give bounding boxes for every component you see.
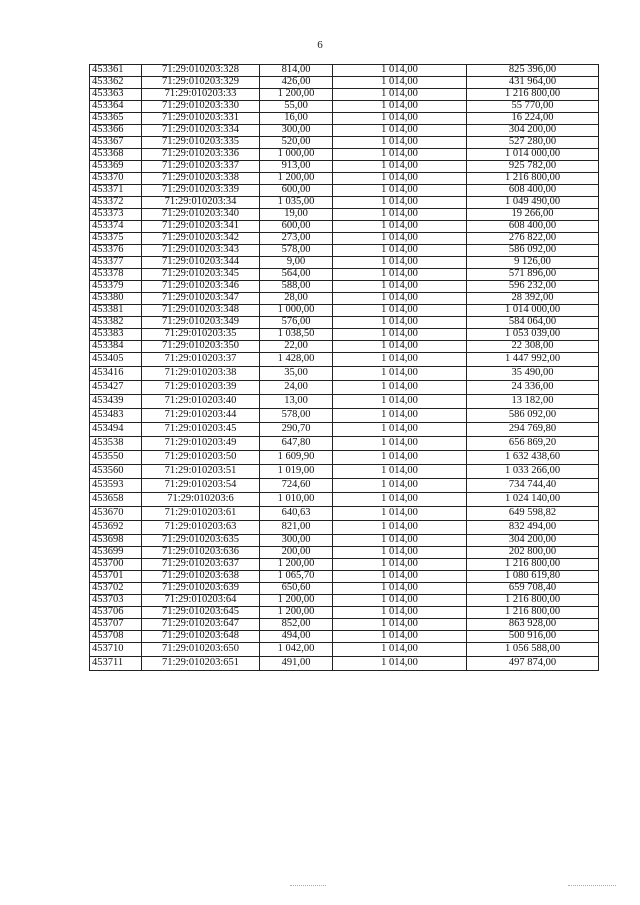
table-row (90, 535, 599, 547)
table-row (90, 65, 599, 77)
specific-value: 1 014,00 (333, 353, 467, 367)
area: 520,00 (260, 137, 333, 149)
row-number: 453368 (90, 149, 142, 161)
specific-value: 1 014,00 (333, 185, 467, 197)
area: 814,00 (260, 65, 333, 77)
area: 588,00 (260, 281, 333, 293)
table-row (90, 221, 599, 233)
specific-value: 1 014,00 (333, 559, 467, 571)
cadastral-number: 71:29:010203:38 (142, 367, 260, 381)
row-number: 453361 (90, 65, 142, 77)
specific-value: 1 014,00 (333, 423, 467, 437)
cadastral-number: 71:29:010203:347 (142, 293, 260, 305)
cadastral-number: 71:29:010203:44 (142, 409, 260, 423)
row-number: 453702 (90, 583, 142, 595)
row-number: 453379 (90, 281, 142, 293)
area: 16,00 (260, 113, 333, 125)
area: 22,00 (260, 341, 333, 353)
area: 1 000,00 (260, 149, 333, 161)
cadastral-number: 71:29:010203:635 (142, 535, 260, 547)
cadastral-number: 71:29:010203:335 (142, 137, 260, 149)
table-row (90, 409, 599, 423)
cadastral-value: 1 216 800,00 (467, 607, 599, 619)
table-row (90, 149, 599, 161)
area: 24,00 (260, 381, 333, 395)
cadastral-number: 71:29:010203:33 (142, 89, 260, 101)
cadastral-number: 71:29:010203:348 (142, 305, 260, 317)
row-number: 453698 (90, 535, 142, 547)
cadastral-value: 24 336,00 (467, 381, 599, 395)
cadastral-number: 71:29:010203:636 (142, 547, 260, 559)
cadastral-number: 71:29:010203:45 (142, 423, 260, 437)
area: 19,00 (260, 209, 333, 221)
table-row (90, 161, 599, 173)
row-number: 453370 (90, 173, 142, 185)
row-number: 453376 (90, 245, 142, 257)
row-number: 453701 (90, 571, 142, 583)
specific-value: 1 014,00 (333, 395, 467, 409)
area: 1 428,00 (260, 353, 333, 367)
cadastral-number: 71:29:010203:331 (142, 113, 260, 125)
specific-value: 1 014,00 (333, 161, 467, 173)
cadastral-number: 71:29:010203:648 (142, 631, 260, 643)
cadastral-number: 71:29:010203:329 (142, 77, 260, 89)
table-row (90, 245, 599, 257)
table-row (90, 113, 599, 125)
specific-value: 1 014,00 (333, 89, 467, 101)
table-row (90, 173, 599, 185)
cadastral-value: 35 490,00 (467, 367, 599, 381)
area: 28,00 (260, 293, 333, 305)
row-number: 453372 (90, 197, 142, 209)
cadastral-value: 649 598,82 (467, 507, 599, 521)
table-row (90, 451, 599, 465)
cadastral-value: 1 447 992,00 (467, 353, 599, 367)
specific-value: 1 014,00 (333, 305, 467, 317)
area: 273,00 (260, 233, 333, 245)
cadastral-value: 202 800,00 (467, 547, 599, 559)
row-number: 453550 (90, 451, 142, 465)
specific-value: 1 014,00 (333, 197, 467, 209)
area: 491,00 (260, 657, 333, 671)
cadastral-value: 294 769,80 (467, 423, 599, 437)
cadastral-value: 1 056 588,00 (467, 643, 599, 657)
area: 9,00 (260, 257, 333, 269)
row-number: 453363 (90, 89, 142, 101)
cadastral-number: 71:29:010203:64 (142, 595, 260, 607)
cadastral-number: 71:29:010203:337 (142, 161, 260, 173)
row-number: 453700 (90, 559, 142, 571)
row-number: 453707 (90, 619, 142, 631)
area: 647,80 (260, 437, 333, 451)
cadastral-value: 13 182,00 (467, 395, 599, 409)
row-number: 453439 (90, 395, 142, 409)
specific-value: 1 014,00 (333, 341, 467, 353)
row-number: 453658 (90, 493, 142, 507)
cadastral-value: 1 024 140,00 (467, 493, 599, 507)
cadastral-number: 71:29:010203:638 (142, 571, 260, 583)
specific-value: 1 014,00 (333, 149, 467, 161)
area: 494,00 (260, 631, 333, 643)
table-row (90, 293, 599, 305)
row-number: 453374 (90, 221, 142, 233)
cadastral-value: 596 232,00 (467, 281, 599, 293)
area: 913,00 (260, 161, 333, 173)
cadastral-value: 19 266,00 (467, 209, 599, 221)
cadastral-number: 71:29:010203:50 (142, 451, 260, 465)
table-row (90, 607, 599, 619)
area: 576,00 (260, 317, 333, 329)
table-row (90, 521, 599, 535)
area: 1 609,90 (260, 451, 333, 465)
table-row (90, 125, 599, 137)
area: 650,60 (260, 583, 333, 595)
cadastral-number: 71:29:010203:650 (142, 643, 260, 657)
table-row (90, 619, 599, 631)
area: 578,00 (260, 409, 333, 423)
specific-value: 1 014,00 (333, 125, 467, 137)
table-row (90, 643, 599, 657)
row-number: 453369 (90, 161, 142, 173)
cadastral-value: 28 392,00 (467, 293, 599, 305)
area: 1 200,00 (260, 559, 333, 571)
specific-value: 1 014,00 (333, 233, 467, 245)
row-number: 453710 (90, 643, 142, 657)
cadastral-number: 71:29:010203:338 (142, 173, 260, 185)
cadastral-value: 1 014 000,00 (467, 305, 599, 317)
area: 1 200,00 (260, 595, 333, 607)
area: 564,00 (260, 269, 333, 281)
cadastral-value: 1 049 490,00 (467, 197, 599, 209)
specific-value: 1 014,00 (333, 293, 467, 305)
table-row (90, 559, 599, 571)
specific-value: 1 014,00 (333, 329, 467, 341)
cadastral-value: 586 092,00 (467, 245, 599, 257)
cadastral-value: 1 216 800,00 (467, 559, 599, 571)
row-number: 453365 (90, 113, 142, 125)
cadastral-value: 571 896,00 (467, 269, 599, 281)
area: 640,63 (260, 507, 333, 521)
row-number: 453560 (90, 465, 142, 479)
cadastral-number: 71:29:010203:51 (142, 465, 260, 479)
specific-value: 1 014,00 (333, 257, 467, 269)
specific-value: 1 014,00 (333, 381, 467, 395)
table-row (90, 583, 599, 595)
scan-artifact (568, 885, 616, 887)
row-number: 453427 (90, 381, 142, 395)
page-number: 6 (317, 39, 323, 51)
area: 1 065,70 (260, 571, 333, 583)
table-row (90, 305, 599, 317)
cadastral-value: 1 632 438,60 (467, 451, 599, 465)
cadastral-number: 71:29:010203:37 (142, 353, 260, 367)
table-row (90, 367, 599, 381)
row-number: 453703 (90, 595, 142, 607)
cadastral-number: 71:29:010203:637 (142, 559, 260, 571)
cadastral-value: 925 782,00 (467, 161, 599, 173)
row-number: 453699 (90, 547, 142, 559)
table-row (90, 317, 599, 329)
cadastral-value: 527 280,00 (467, 137, 599, 149)
row-number: 453381 (90, 305, 142, 317)
table-row (90, 395, 599, 409)
cadastral-number: 71:29:010203:54 (142, 479, 260, 493)
row-number: 453366 (90, 125, 142, 137)
specific-value: 1 014,00 (333, 77, 467, 89)
cadastral-value: 497 874,00 (467, 657, 599, 671)
area: 426,00 (260, 77, 333, 89)
specific-value: 1 014,00 (333, 595, 467, 607)
specific-value: 1 014,00 (333, 65, 467, 77)
cadastral-number: 71:29:010203:343 (142, 245, 260, 257)
cadastral-value: 608 400,00 (467, 221, 599, 233)
area: 300,00 (260, 125, 333, 137)
specific-value: 1 014,00 (333, 583, 467, 595)
table-row (90, 197, 599, 209)
cadastral-number: 71:29:010203:342 (142, 233, 260, 245)
table-row (90, 257, 599, 269)
cadastral-number: 71:29:010203:330 (142, 101, 260, 113)
cadastral-value: 659 708,40 (467, 583, 599, 595)
specific-value: 1 014,00 (333, 451, 467, 465)
row-number: 453364 (90, 101, 142, 113)
cadastral-value: 500 916,00 (467, 631, 599, 643)
cadastral-value: 304 200,00 (467, 535, 599, 547)
area: 600,00 (260, 221, 333, 233)
table-row (90, 233, 599, 245)
cadastral-value: 586 092,00 (467, 409, 599, 423)
row-number: 453593 (90, 479, 142, 493)
cadastral-value: 1 033 266,00 (467, 465, 599, 479)
cadastral-value: 608 400,00 (467, 185, 599, 197)
area: 578,00 (260, 245, 333, 257)
area: 200,00 (260, 547, 333, 559)
cadastral-value: 832 494,00 (467, 521, 599, 535)
cadastral-number: 71:29:010203:334 (142, 125, 260, 137)
cadastral-value: 304 200,00 (467, 125, 599, 137)
cadastral-number: 71:29:010203:344 (142, 257, 260, 269)
cadastral-value: 1 216 800,00 (467, 89, 599, 101)
row-number: 453483 (90, 409, 142, 423)
cadastral-value: 9 126,00 (467, 257, 599, 269)
specific-value: 1 014,00 (333, 437, 467, 451)
area: 1 038,50 (260, 329, 333, 341)
specific-value: 1 014,00 (333, 245, 467, 257)
table-row (90, 281, 599, 293)
area: 821,00 (260, 521, 333, 535)
area: 13,00 (260, 395, 333, 409)
cadastral-number: 71:29:010203:61 (142, 507, 260, 521)
cadastral-number: 71:29:010203:339 (142, 185, 260, 197)
cadastral-number: 71:29:010203:336 (142, 149, 260, 161)
specific-value: 1 014,00 (333, 137, 467, 149)
specific-value: 1 014,00 (333, 281, 467, 293)
cadastral-number: 71:29:010203:40 (142, 395, 260, 409)
row-number: 453383 (90, 329, 142, 341)
cadastral-number: 71:29:010203:651 (142, 657, 260, 671)
cadastral-value: 276 822,00 (467, 233, 599, 245)
table-row (90, 185, 599, 197)
table-body (90, 65, 599, 671)
table-row (90, 101, 599, 113)
row-number: 453711 (90, 657, 142, 671)
specific-value: 1 014,00 (333, 173, 467, 185)
row-number: 453494 (90, 423, 142, 437)
row-number: 453371 (90, 185, 142, 197)
table-row (90, 437, 599, 451)
area: 1 200,00 (260, 607, 333, 619)
cadastral-number: 71:29:010203:647 (142, 619, 260, 631)
table-row (90, 479, 599, 493)
row-number: 453670 (90, 507, 142, 521)
specific-value: 1 014,00 (333, 507, 467, 521)
table-row (90, 89, 599, 101)
area: 1 035,00 (260, 197, 333, 209)
specific-value: 1 014,00 (333, 479, 467, 493)
specific-value: 1 014,00 (333, 657, 467, 671)
specific-value: 1 014,00 (333, 409, 467, 423)
area: 724,60 (260, 479, 333, 493)
area: 1 042,00 (260, 643, 333, 657)
cadastral-number: 71:29:010203:328 (142, 65, 260, 77)
cadastral-number: 71:29:010203:346 (142, 281, 260, 293)
cadastral-number: 71:29:010203:349 (142, 317, 260, 329)
cadastral-value: 55 770,00 (467, 101, 599, 113)
cadastral-value: 431 964,00 (467, 77, 599, 89)
table-row (90, 353, 599, 367)
specific-value: 1 014,00 (333, 317, 467, 329)
table-row (90, 507, 599, 521)
cadastral-value: 1 014 000,00 (467, 149, 599, 161)
cadastral-value-table (89, 64, 599, 671)
specific-value: 1 014,00 (333, 269, 467, 281)
table-row (90, 137, 599, 149)
area: 1 200,00 (260, 173, 333, 185)
cadastral-number: 71:29:010203:35 (142, 329, 260, 341)
specific-value: 1 014,00 (333, 521, 467, 535)
cadastral-value: 1 080 619,80 (467, 571, 599, 583)
table-row (90, 77, 599, 89)
cadastral-value: 656 869,20 (467, 437, 599, 451)
area: 35,00 (260, 367, 333, 381)
cadastral-value: 22 308,00 (467, 341, 599, 353)
specific-value: 1 014,00 (333, 571, 467, 583)
row-number: 453362 (90, 77, 142, 89)
cadastral-value: 16 224,00 (467, 113, 599, 125)
area: 600,00 (260, 185, 333, 197)
specific-value: 1 014,00 (333, 101, 467, 113)
row-number: 453538 (90, 437, 142, 451)
cadastral-number: 71:29:010203:39 (142, 381, 260, 395)
row-number: 453378 (90, 269, 142, 281)
row-number: 453377 (90, 257, 142, 269)
specific-value: 1 014,00 (333, 493, 467, 507)
cadastral-number: 71:29:010203:345 (142, 269, 260, 281)
cadastral-value: 1 216 800,00 (467, 595, 599, 607)
table-row (90, 423, 599, 437)
table-row (90, 341, 599, 353)
cadastral-number: 71:29:010203:350 (142, 341, 260, 353)
specific-value: 1 014,00 (333, 547, 467, 559)
row-number: 453416 (90, 367, 142, 381)
specific-value: 1 014,00 (333, 209, 467, 221)
cadastral-number: 71:29:010203:6 (142, 493, 260, 507)
table-row (90, 657, 599, 671)
table-row (90, 595, 599, 607)
cadastral-number: 71:29:010203:639 (142, 583, 260, 595)
cadastral-number: 71:29:010203:34 (142, 197, 260, 209)
table-row (90, 465, 599, 479)
area: 1 010,00 (260, 493, 333, 507)
cadastral-value: 734 744,40 (467, 479, 599, 493)
table-row (90, 547, 599, 559)
cadastral-number: 71:29:010203:341 (142, 221, 260, 233)
specific-value: 1 014,00 (333, 221, 467, 233)
cadastral-number: 71:29:010203:49 (142, 437, 260, 451)
scan-artifact (290, 885, 326, 887)
table-row (90, 329, 599, 341)
specific-value: 1 014,00 (333, 631, 467, 643)
area: 300,00 (260, 535, 333, 547)
table-row (90, 269, 599, 281)
row-number: 453405 (90, 353, 142, 367)
row-number: 453367 (90, 137, 142, 149)
row-number: 453692 (90, 521, 142, 535)
area: 290,70 (260, 423, 333, 437)
specific-value: 1 014,00 (333, 367, 467, 381)
table-row (90, 381, 599, 395)
specific-value: 1 014,00 (333, 643, 467, 657)
cadastral-number: 71:29:010203:645 (142, 607, 260, 619)
cadastral-number: 71:29:010203:63 (142, 521, 260, 535)
specific-value: 1 014,00 (333, 535, 467, 547)
area: 1 200,00 (260, 89, 333, 101)
area: 852,00 (260, 619, 333, 631)
specific-value: 1 014,00 (333, 113, 467, 125)
row-number: 453382 (90, 317, 142, 329)
specific-value: 1 014,00 (333, 465, 467, 479)
table-row (90, 631, 599, 643)
table-row (90, 493, 599, 507)
cadastral-value: 1 053 039,00 (467, 329, 599, 341)
specific-value: 1 014,00 (333, 619, 467, 631)
area: 1 019,00 (260, 465, 333, 479)
cadastral-number: 71:29:010203:340 (142, 209, 260, 221)
cadastral-value: 1 216 800,00 (467, 173, 599, 185)
specific-value: 1 014,00 (333, 607, 467, 619)
row-number: 453373 (90, 209, 142, 221)
table-row (90, 571, 599, 583)
cadastral-value: 825 396,00 (467, 65, 599, 77)
cadastral-value: 584 064,00 (467, 317, 599, 329)
table-row (90, 209, 599, 221)
row-number: 453375 (90, 233, 142, 245)
cadastral-value: 863 928,00 (467, 619, 599, 631)
area: 1 000,00 (260, 305, 333, 317)
area: 55,00 (260, 101, 333, 113)
row-number: 453706 (90, 607, 142, 619)
row-number: 453384 (90, 341, 142, 353)
row-number: 453380 (90, 293, 142, 305)
row-number: 453708 (90, 631, 142, 643)
